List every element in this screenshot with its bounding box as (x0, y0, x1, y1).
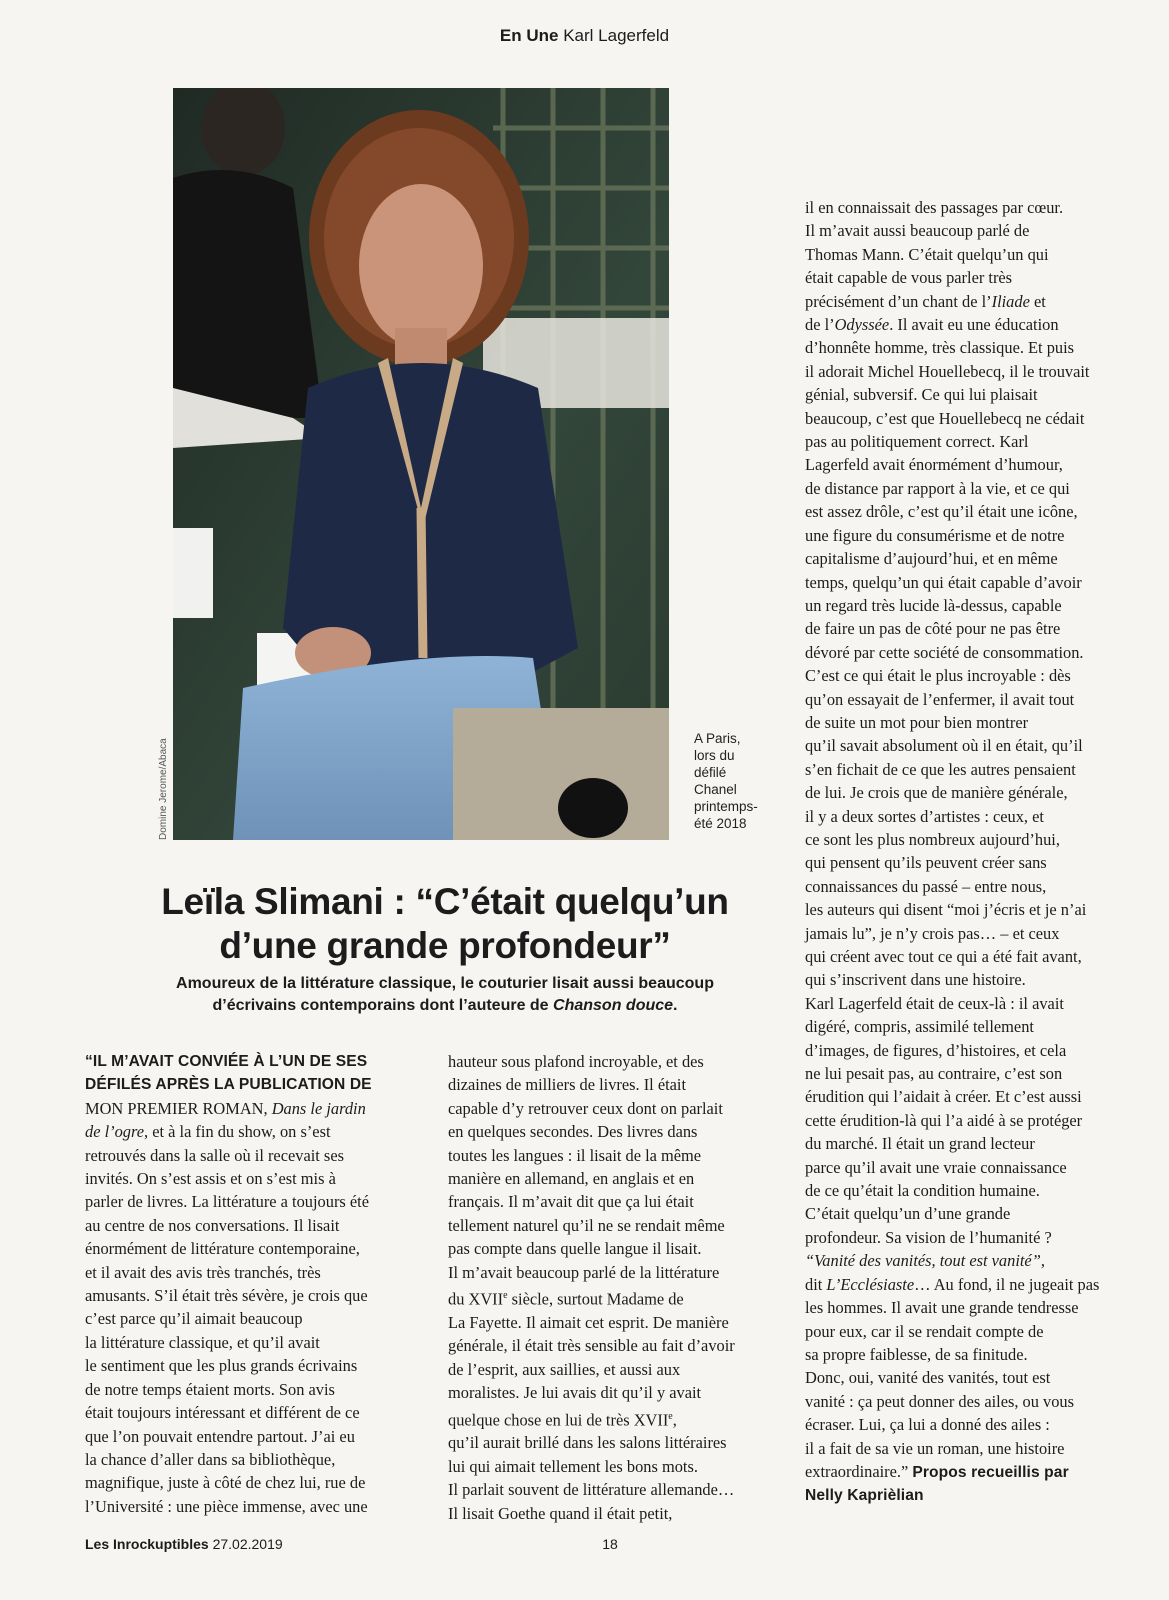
text-line: une figure du consumérisme et de notre (805, 525, 1065, 545)
article-title (100, 880, 790, 968)
text-line: d’honnête homme, très classique. Et puis (805, 338, 1075, 358)
running-head (0, 26, 1169, 46)
text-line: qui pensent qu’ils peuvent créer sans (805, 853, 1047, 873)
text-line: MON PREMIER ROMAN, Dans le jardin (85, 1098, 366, 1118)
text-line: s’en fichait de ce que les autres pensaient (805, 759, 1076, 779)
text-line: parler de livres. La littérature a toujours été (85, 1192, 369, 1212)
text-line: dizaines de milliers de livres. Il était (448, 1075, 687, 1095)
text-line: La Fayette. Il aimait cet esprit. De manière (448, 1312, 729, 1332)
text-line: du marché. Il était un grand lecteur (805, 1134, 1035, 1154)
text-line: qu’il aurait brillé dans les salons littéraires (448, 1433, 727, 1453)
text-line: de faire un pas de côté pour ne pas être (805, 619, 1061, 639)
article-column-middle (448, 1050, 783, 1525)
text-line: dévoré par cette société de consommation. (805, 642, 1084, 662)
text-line: qu’il savait absolument où il en était, qu’il (805, 736, 1083, 756)
text-line: de distance par rapport à la vie, et ce qui (805, 478, 1070, 498)
text-line: du XVIIe siècle, surtout Madame de (448, 1289, 684, 1309)
text-line: il adorait Michel Houellebecq, il le trouvait (805, 361, 1090, 381)
text-line: de l’Odyssée. Il avait eu une éducation (805, 315, 1059, 335)
text-line: et il avait des avis très tranchés, très (85, 1262, 321, 1282)
text-line: C’est ce qui était le plus incroyable : dès (805, 666, 1071, 686)
text-line: DÉFILÉS APRÈS LA PUBLICATION DE (85, 1076, 372, 1094)
text-line: dit L’Ecclésiaste… Au fond, il ne jugeait pas (805, 1274, 1100, 1294)
text-line: capitalisme d’aujourd’hui, et en même (805, 549, 1058, 569)
text-line: de l’esprit, aux saillies, et aussi aux (448, 1359, 681, 1379)
article-standfirst (100, 973, 790, 1017)
text-line: c’est parce qu’il aimait beaucoup (85, 1309, 303, 1329)
text-line: Il m’avait aussi beaucoup parlé de (805, 221, 1030, 241)
text-line: était toujours intéressant et différent de ce (85, 1403, 360, 1423)
footer-publication (85, 1536, 283, 1552)
title-line: Leïla Slimani : “C’était quelqu’un (161, 881, 729, 922)
text-line: Il parlait souvent de littérature allemande… (448, 1480, 735, 1500)
text-line: “IL M’AVAIT CONVIÉE À L’UN DE SES (85, 1053, 368, 1070)
text-line: “Vanité des vanités, tout est vanité”, (805, 1251, 1045, 1271)
text-line: connaissances du passé – entre nous, (805, 876, 1047, 896)
text-line: C’était quelqu’un d’une grande (805, 1204, 1011, 1224)
text-line: temps, quelqu’un qui était capable d’avoir (805, 572, 1082, 592)
text-line: l’Université : une pièce immense, avec une (85, 1496, 368, 1516)
text-line: digéré, compris, assimilé tellement (805, 1017, 1034, 1037)
text-line: retrouvés dans la salle où il recevait ses (85, 1145, 344, 1165)
text-line: un regard très lucide là-dessus, capable (805, 595, 1062, 615)
text-line: toutes les langues : il lisait de la même (448, 1145, 702, 1165)
text-line: de notre temps étaient morts. Son avis (85, 1379, 335, 1399)
text-line: profondeur. Sa vision de l’humanité ? (805, 1227, 1052, 1247)
text-line: ne lui pesait pas, au contraire, c’est son (805, 1064, 1063, 1084)
article-photo (173, 88, 669, 840)
text-line: le sentiment que les plus grands écrivains (85, 1356, 358, 1376)
page-number: 18 (602, 1536, 618, 1552)
text-line: il y a deux sortes d’artistes : ceux, et (805, 806, 1044, 826)
photo-credit: Domine Jerome/Abaca (158, 738, 169, 840)
standfirst-line: d’écrivains contemporains dont l’auteure de Chanson douce. (212, 997, 678, 1014)
text-line: sa propre faiblesse, de sa finitude. (805, 1344, 1028, 1364)
publication-name: Les Inrockuptibles (85, 1536, 209, 1552)
caption-line: printemps- (694, 799, 758, 814)
issue-date: 27.02.2019 (212, 1536, 283, 1552)
text-line: il en connaissait des passages par cœur. (805, 198, 1064, 217)
text-line: pas au politiquement correct. Karl (805, 432, 1029, 452)
text-line: d’images, de figures, d’histoires, et cela (805, 1040, 1067, 1060)
text-line: Il lisait Goethe quand il était petit, (448, 1503, 673, 1523)
text-line: parce qu’il avait une vraie connaissance (805, 1157, 1067, 1177)
text-line: les hommes. Il avait une grande tendresse (805, 1298, 1079, 1318)
text-line: ce sont les plus nombreux aujourd’hui, (805, 829, 1060, 849)
text-line: génial, subversif. Ce qui lui plaisait (805, 385, 1038, 405)
text-line: est assez drôle, c’est qu’il était une icône, (805, 502, 1078, 522)
text-line: écraser. Lui, ça lui a donné des ailes : (805, 1415, 1050, 1435)
text-line: jamais lu”, je n’y crois pas… – et ceux (805, 923, 1060, 943)
text-line: Donc, oui, vanité des vanités, tout est (805, 1368, 1051, 1388)
text-line: précisément d’un chant de l’Iliade et (805, 291, 1046, 311)
title-line: d’une grande profondeur” (219, 925, 671, 966)
text-line: cette érudition-là qui l’a aidé à se protéger (805, 1110, 1083, 1130)
text-line: en quelques secondes. Des livres dans (448, 1122, 698, 1142)
text-line: la littérature classique, et qu’il avait (85, 1332, 320, 1352)
text-line: énormément de littérature contemporaine, (85, 1239, 360, 1259)
standfirst-line: Amoureux de la littérature classique, le couturier lisait aussi beaucoup (176, 975, 714, 992)
text-line: générale, il était très sensible au fait d’avoir (448, 1336, 735, 1356)
photo-illustration (173, 88, 669, 840)
article-column-right (805, 196, 1150, 1508)
text-line: les auteurs qui disent “moi j’écris et je n’ai (805, 900, 1087, 920)
text-line: de ce qu’était la condition humaine. (805, 1181, 1040, 1201)
text-line: érudition qui l’aidait à créer. Et c’est aussi (805, 1087, 1082, 1107)
text-line: capable d’y retrouver ceux dont on parlait (448, 1098, 723, 1118)
text-line: français. Il m’avait dit que ça lui était (448, 1192, 694, 1212)
text-line: quelque chose en lui de très XVIIe, (448, 1410, 677, 1430)
section-label: En Une (499, 26, 559, 45)
text-line: pour eux, car il se rendait compte de (805, 1321, 1044, 1341)
caption-line: été 2018 (694, 816, 747, 831)
caption-line: Chanel (694, 782, 737, 797)
text-line: au centre de nos conversations. Il lisait (85, 1215, 340, 1235)
text-line: Nelly Kaprièlian (805, 1487, 924, 1505)
caption-line: défilé (694, 765, 727, 780)
photo-caption (694, 730, 784, 832)
text-line: extraordinaire.” Propos recueillis par (805, 1461, 1069, 1481)
article-column-left (85, 1050, 405, 1518)
text-line: tellement naturel qu’il ne se rendait même (448, 1215, 725, 1235)
text-line: vanité : ça peut donner des ailes, ou vous (805, 1391, 1075, 1411)
text-line: il a fait de sa vie un roman, une histoire (805, 1438, 1065, 1458)
caption-line: A Paris, (694, 731, 741, 746)
text-line: hauteur sous plafond incroyable, et des (448, 1052, 704, 1071)
text-line: était capable de vous parler très (805, 268, 1013, 288)
text-line: Il m’avait beaucoup parlé de la littérature (448, 1262, 720, 1282)
text-line: qui s’inscrivent dans une histoire. (805, 970, 1026, 990)
text-line: amusants. S’il était très sévère, je crois que (85, 1286, 368, 1306)
caption-line: lors du (694, 748, 735, 763)
text-line: de l’ogre, et à la fin du show, on s’est (85, 1122, 331, 1142)
text-line: Karl Lagerfeld était de ceux-là : il avait (805, 993, 1064, 1013)
text-line: moralistes. Je lui avais dit qu’il y avait (448, 1383, 702, 1403)
text-line: Lagerfeld avait énormément d’humour, (805, 455, 1063, 475)
text-line: beaucoup, c’est que Houellebecq ne cédait (805, 408, 1085, 428)
text-line: que l’on pouvait entendre partout. J’ai eu (85, 1426, 355, 1446)
text-line: Thomas Mann. C’était quelqu’un qui (805, 244, 1049, 264)
text-line: invités. On s’est assis et on s’est mis à (85, 1169, 336, 1189)
text-line: lui qui aimait tellement les bons mots. (448, 1456, 698, 1476)
text-line: pas compte dans quelle langue il lisait. (448, 1239, 702, 1259)
text-line: de suite un mot pour bien montrer (805, 712, 1029, 732)
text-line: qu’on essayait de l’enfermer, il avait tout (805, 689, 1075, 709)
text-line: de lui. Je crois que de manière générale, (805, 783, 1068, 803)
section-subject: Karl Lagerfeld (563, 26, 670, 45)
text-line: la chance d’aller dans sa bibliothèque, (85, 1449, 336, 1469)
text-line: qui créent avec tout ce qui a été fait avant, (805, 947, 1082, 966)
text-line: manière en allemand, en anglais et en (448, 1169, 695, 1189)
text-line: magnifique, juste à côté de chez lui, rue de (85, 1473, 366, 1493)
